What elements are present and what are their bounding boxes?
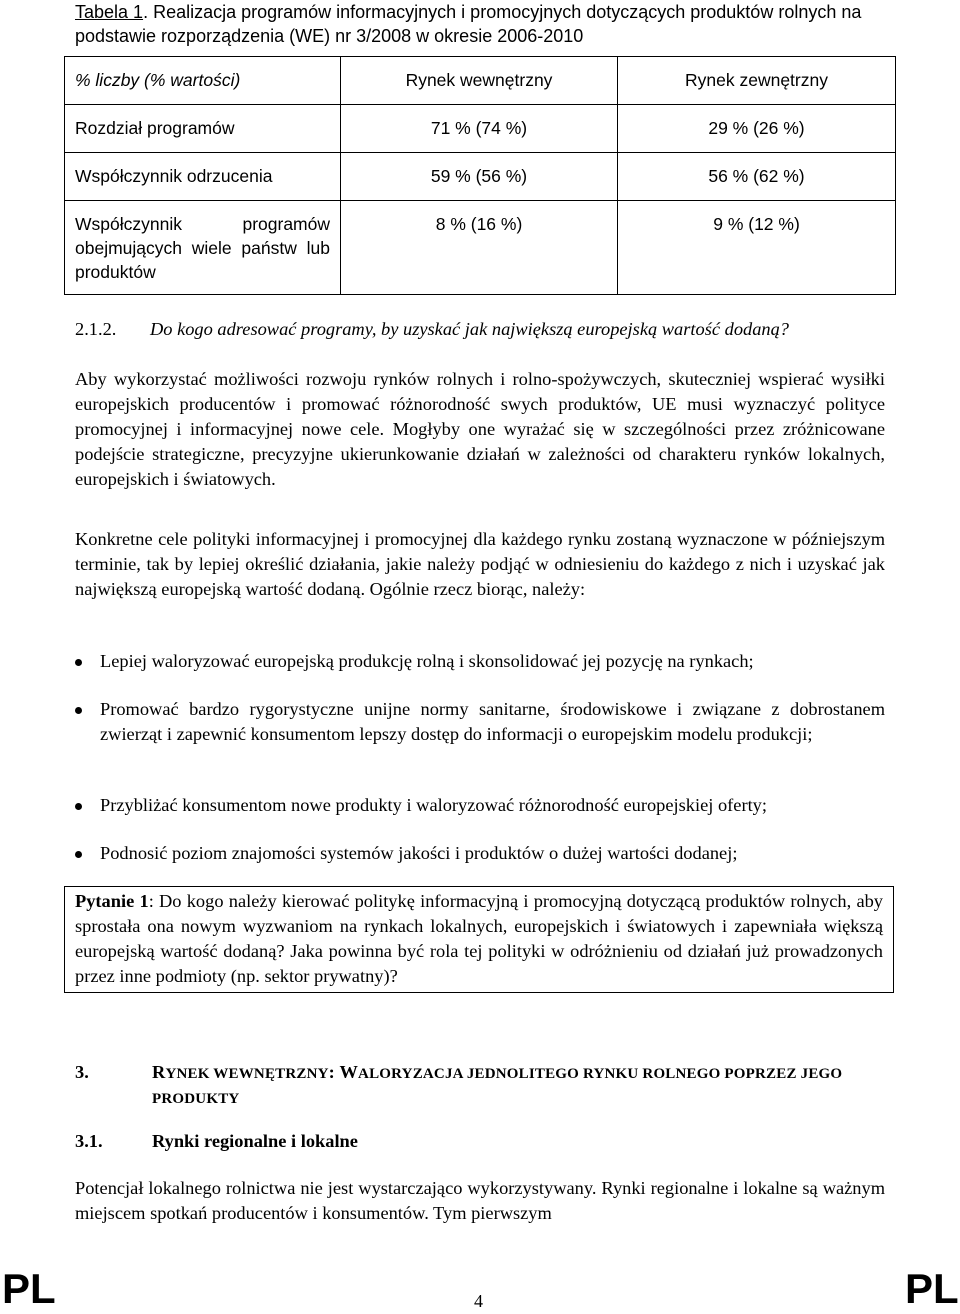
table-caption-label: Tabela 1 [75, 2, 144, 22]
table-cell: Rozdział programów [65, 105, 341, 153]
section-heading-2-1-2 [75, 317, 895, 342]
section-number: 3.1. [75, 1131, 103, 1151]
section-heading-3-1 [75, 1129, 895, 1154]
section-title-part: YNEK WEWNĘTRZNY [165, 1066, 329, 1082]
footer-language-right: PL [905, 1265, 959, 1312]
list-item-text: Podnosić poziom znajomości systemów jakości i produktów o dużej wartości dodanej; [100, 843, 738, 863]
list-item [75, 649, 885, 674]
question-label: Pytanie 1 [75, 891, 149, 911]
section-title-part: R [152, 1062, 166, 1082]
question-text: : Do kogo należy kierować politykę informacyjną i promocyjną dotyczącą produktów rolnych, aby sprostała ona nowym wyzwaniom na rynkach lokalnych, europejskich i światowych i zapewniała większą europejską wartość dodaną? Jaka powinna być rola tej polityki w odróżnieniu od działań już prowadzonych przez inne podmioty (np. sektor prywatny)? [75, 891, 883, 986]
programs-table [64, 56, 896, 295]
list-item-text: Przybliżać konsumentom nowe produkty i waloryzować różnorodność europejskiej oferty; [100, 795, 767, 815]
list-item [75, 793, 885, 818]
section-title [152, 1060, 895, 1112]
paragraph: Potencjał lokalnego rolnictwa nie jest wystarczająco wykorzystywany. Rynki regionalne i lokalne są ważnym miejscem spotkań producentów i konsumentów. Tym pierwszym [75, 1178, 885, 1223]
table-row [65, 105, 896, 153]
list-item [75, 697, 885, 747]
list-item-text: Promować bardzo rygorystyczne unijne normy sanitarne, środowiskowe i związane z dobrostanem zwierząt i zapewnić konsumentom lepszy dostęp do informacji o europejskim modelu produkcji; [100, 699, 885, 744]
table-caption-text: . Realizacja programów informacyjnych i promocyjnych dotyczących produktów rolnych na podstawie rozporządzenia (WE) nr 3/2008 w okresie 2006-2010 [75, 2, 862, 46]
table-caption [75, 0, 895, 48]
table-cell: 9 % (12 %) [618, 201, 896, 295]
section-heading-3 [75, 1060, 895, 1112]
paragraph: Konkretne cele polityki informacyjnej i promocyjnej dla każdego rynku zostaną wyznaczone w późniejszym terminie, tak by lepiej określić działania, jakie należy podjąć w odniesieniu do każdego z nich i uzyskać jak największą europejską wartość dodaną. Ogólnie rzecz biorąc, należy: [75, 529, 885, 599]
table-header-cell: % liczby (% wartości) [65, 57, 341, 105]
table-cell: Współczynnik odrzucenia [65, 153, 341, 201]
table-header-cell: Rynek zewnętrzny [618, 57, 896, 105]
bullet-icon [75, 659, 82, 666]
table-header-cell: Rynek wewnętrzny [341, 57, 618, 105]
table-row [65, 153, 896, 201]
table-row [65, 201, 896, 295]
footer-language-left: PL [2, 1265, 56, 1312]
table-cell: 56 % (62 %) [618, 153, 896, 201]
table-cell: 8 % (16 %) [341, 201, 618, 295]
table-header-row [65, 57, 896, 105]
bullet-list [75, 649, 885, 674]
bullet-list [75, 697, 885, 747]
list-item-text: Lepiej waloryzować europejską produkcję rolną i skonsolidować jej pozycję na rynkach; [100, 651, 754, 671]
section-number: 3. [75, 1062, 89, 1082]
section-title-part: W [339, 1062, 359, 1082]
bullet-icon [75, 851, 82, 858]
bullet-list [75, 793, 885, 818]
bullet-list [75, 841, 885, 866]
question-box [64, 886, 894, 993]
section-number: 2.1.2. [75, 319, 117, 339]
page-number: 4 [474, 1291, 483, 1311]
paragraph: Aby wykorzystać możliwości rozwoju rynków rolnych i rolno-spożywczych, skuteczniej wspierać wysiłki europejskich producentów i promować różnorodność swych produktów, UE musi wyznaczyć polityce promocyjnej i informacyjnej nowe cele. Mogłyby one wyrażać się w szczególności przez zróżnicowane podejście strategiczne, precyzyjne ukierunkowanie działań w zależności od charakteru rynków lokalnych, europejskich i światowych. [75, 369, 885, 489]
section-title: Rynki regionalne i lokalne [152, 1131, 358, 1151]
table-cell: 59 % (56 %) [341, 153, 618, 201]
section-title-part: : [328, 1062, 340, 1082]
section-title: Do kogo adresować programy, by uzyskać jak największą europejską wartość dodaną? [150, 319, 789, 339]
bullet-icon [75, 803, 82, 810]
table-cell: 29 % (26 %) [618, 105, 896, 153]
bullet-icon [75, 707, 82, 714]
list-item [75, 841, 885, 866]
section-title-part: ALORYZACJA JEDNOLITEGO RYNKU ROLNEGO POPRZEZ JEGO PRODUKTY [152, 1066, 843, 1107]
table-cell: 71 % (74 %) [341, 105, 618, 153]
table-cell: Współczynnik programów obejmujących wiele państw lub produktów [65, 201, 341, 295]
